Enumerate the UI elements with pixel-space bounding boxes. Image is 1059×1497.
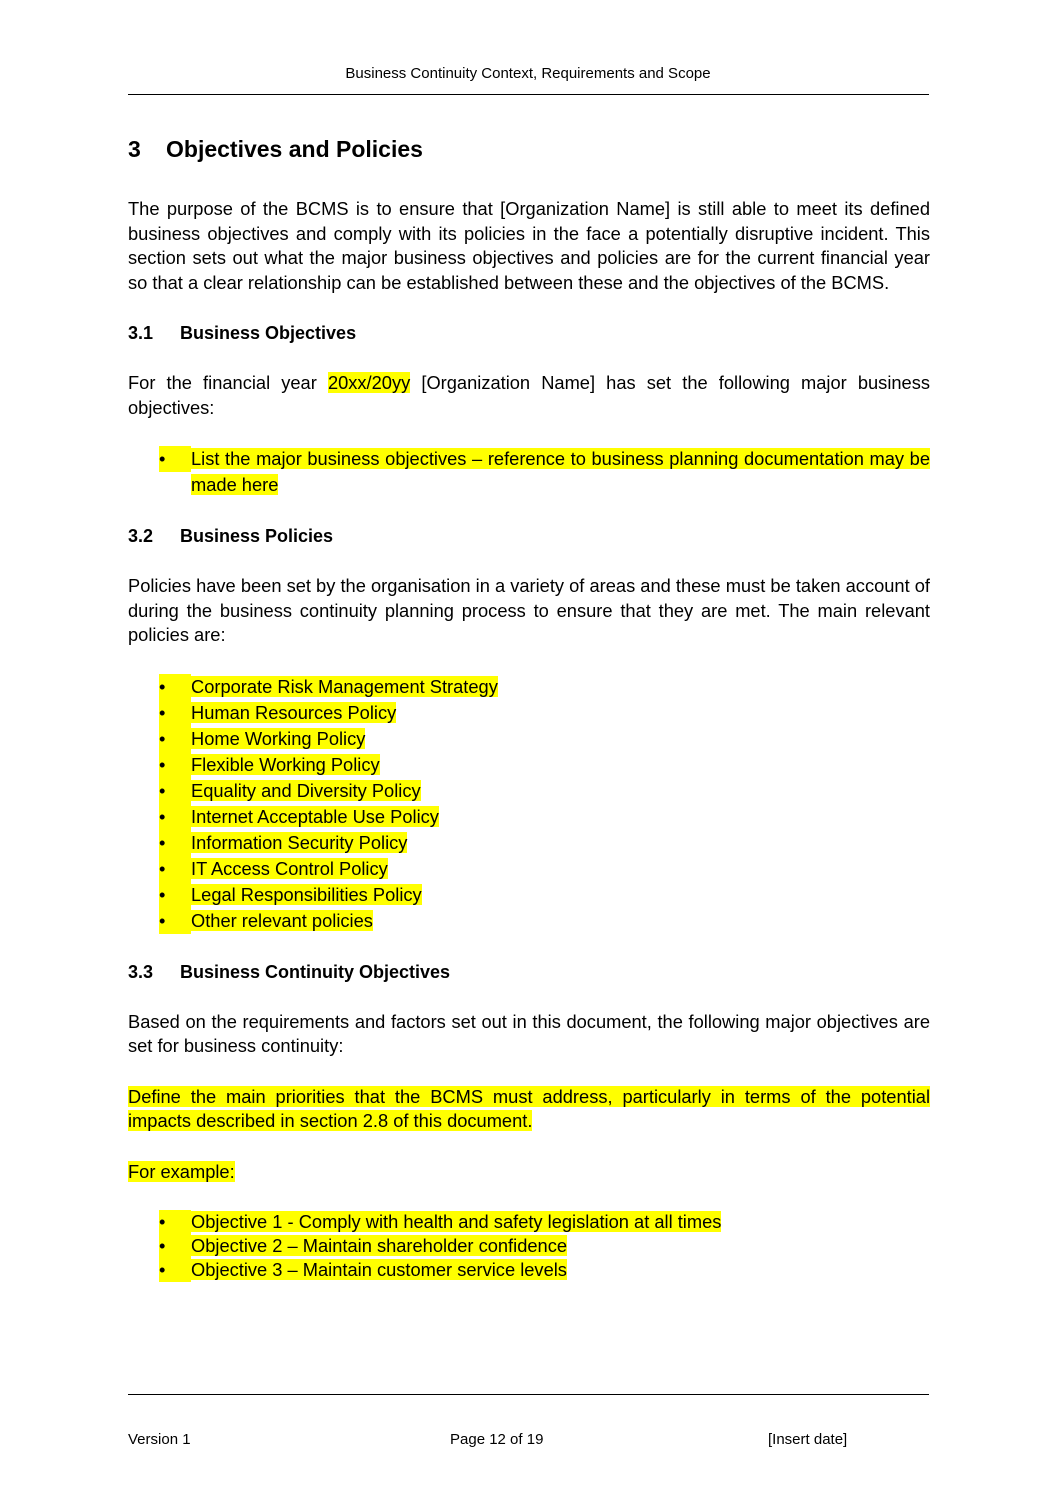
list-item: [128, 752, 930, 778]
list-item-text: Objective 2 – Maintain shareholder confidence: [191, 1235, 568, 1256]
list-item: [128, 1234, 930, 1258]
bullet-icon: [159, 908, 191, 934]
list-item: [128, 1210, 930, 1234]
list-item: [128, 882, 930, 908]
footer-version: Version 1: [128, 1431, 191, 1448]
subsection-title: Business Objectives: [180, 323, 357, 343]
list-item: [128, 856, 930, 882]
highlighted-text: For example:: [128, 1160, 235, 1182]
subsection-heading-3-1: [128, 321, 930, 345]
list-item: [128, 1258, 930, 1282]
bullet-icon: [159, 446, 191, 472]
bullet-icon: [159, 700, 191, 726]
bullet-icon: [159, 726, 191, 752]
bullet-icon: [159, 1234, 191, 1258]
subsection-number: 3.1: [128, 323, 154, 343]
paragraph-text: For the financial year: [128, 372, 328, 393]
footer-date: [Insert date]: [768, 1431, 848, 1448]
page-body: [128, 133, 930, 1308]
subsection-heading-3-2: [128, 524, 930, 548]
policies-list: [128, 674, 930, 934]
list-item: [128, 674, 930, 700]
bullet-icon: [159, 778, 191, 804]
section-heading: [128, 133, 930, 165]
list-item-text: Home Working Policy: [191, 727, 366, 749]
list-item-text: Internet Acceptable Use Policy: [191, 805, 439, 827]
list-item: [128, 446, 930, 498]
subsection-number: 3.3: [128, 961, 154, 982]
paragraph-text: [Organization Name] has set the following major business objectives:: [128, 372, 931, 418]
list-item-text: Information Security Policy: [191, 831, 408, 853]
business-policies-paragraph: Policies have been set by the organisation in a variety of areas and these must be taken account of during the business continuity planning process to ensure that they are met. The main relevant policies are:: [128, 575, 930, 645]
business-objectives-paragraph: [128, 371, 930, 420]
list-item-text: Objective 1 - Comply with health and safety legislation at all times: [191, 1211, 722, 1232]
list-item-text: Legal Responsibilities Policy: [191, 883, 422, 905]
list-item-text: Objective 3 – Maintain customer service levels: [191, 1259, 567, 1280]
section-number: 3: [128, 136, 141, 162]
bullet-icon: [159, 882, 191, 908]
list-item-text: List the major business objectives – reference to business planning documentation may be made here: [191, 448, 930, 495]
list-item: [128, 726, 930, 752]
bullet-icon: [159, 752, 191, 778]
list-item: [128, 804, 930, 830]
list-item-text: Corporate Risk Management Strategy: [191, 675, 498, 697]
list-item: [128, 830, 930, 856]
highlighted-text: Define the main priorities that the BCMS must address, particularly in terms of the potential impacts described in section 2.8 of this document.: [128, 1085, 930, 1131]
continuity-objectives-list: [128, 1210, 930, 1282]
list-item-text: Human Resources Policy: [191, 701, 397, 723]
running-header: Business Continuity Context, Requirements and Scope: [345, 65, 711, 82]
bullet-icon: [159, 1258, 191, 1282]
list-item-text: Other relevant policies: [191, 909, 373, 931]
subsection-number: 3.2: [128, 526, 154, 546]
subsection-heading-3-3: [128, 960, 930, 984]
footer-page-number: Page 12 of 19: [450, 1431, 544, 1448]
for-example-paragraph: [128, 1160, 930, 1185]
bullet-icon: [159, 674, 191, 700]
business-objectives-list: [128, 446, 930, 498]
list-item: [128, 908, 930, 934]
bullet-icon: [159, 856, 191, 882]
section-intro: The purpose of the BCMS is to ensure that [Organization Name] is still able to meet its defined business objectives and comply with its policies in the face a potentially disruptive incident. This section sets out what the major business objectives and policies are for the current financial year so that a clear relationship can be established between these and the objectives of the BCMS.: [128, 198, 930, 293]
subsection-title: Business Continuity Objectives: [180, 961, 451, 982]
financial-year-highlight: 20xx/20yy: [327, 372, 411, 393]
bullet-icon: [159, 1210, 191, 1234]
list-item-text: IT Access Control Policy: [191, 857, 388, 879]
section-title: Objectives and Policies: [166, 136, 423, 162]
list-item-text: Flexible Working Policy: [191, 753, 380, 775]
bullet-icon: [159, 830, 191, 856]
list-item-text: Equality and Diversity Policy: [191, 779, 421, 801]
continuity-objectives-paragraph: Based on the requirements and factors set out in this document, the following major objectives are set for business continuity:: [128, 1010, 930, 1056]
bullet-icon: [159, 804, 191, 830]
footer-rule: [128, 1394, 929, 1395]
subsection-title: Business Policies: [180, 526, 334, 546]
define-priorities-paragraph: [128, 1085, 930, 1134]
header-rule: [128, 94, 929, 95]
list-item: [128, 700, 930, 726]
list-item: [128, 778, 930, 804]
